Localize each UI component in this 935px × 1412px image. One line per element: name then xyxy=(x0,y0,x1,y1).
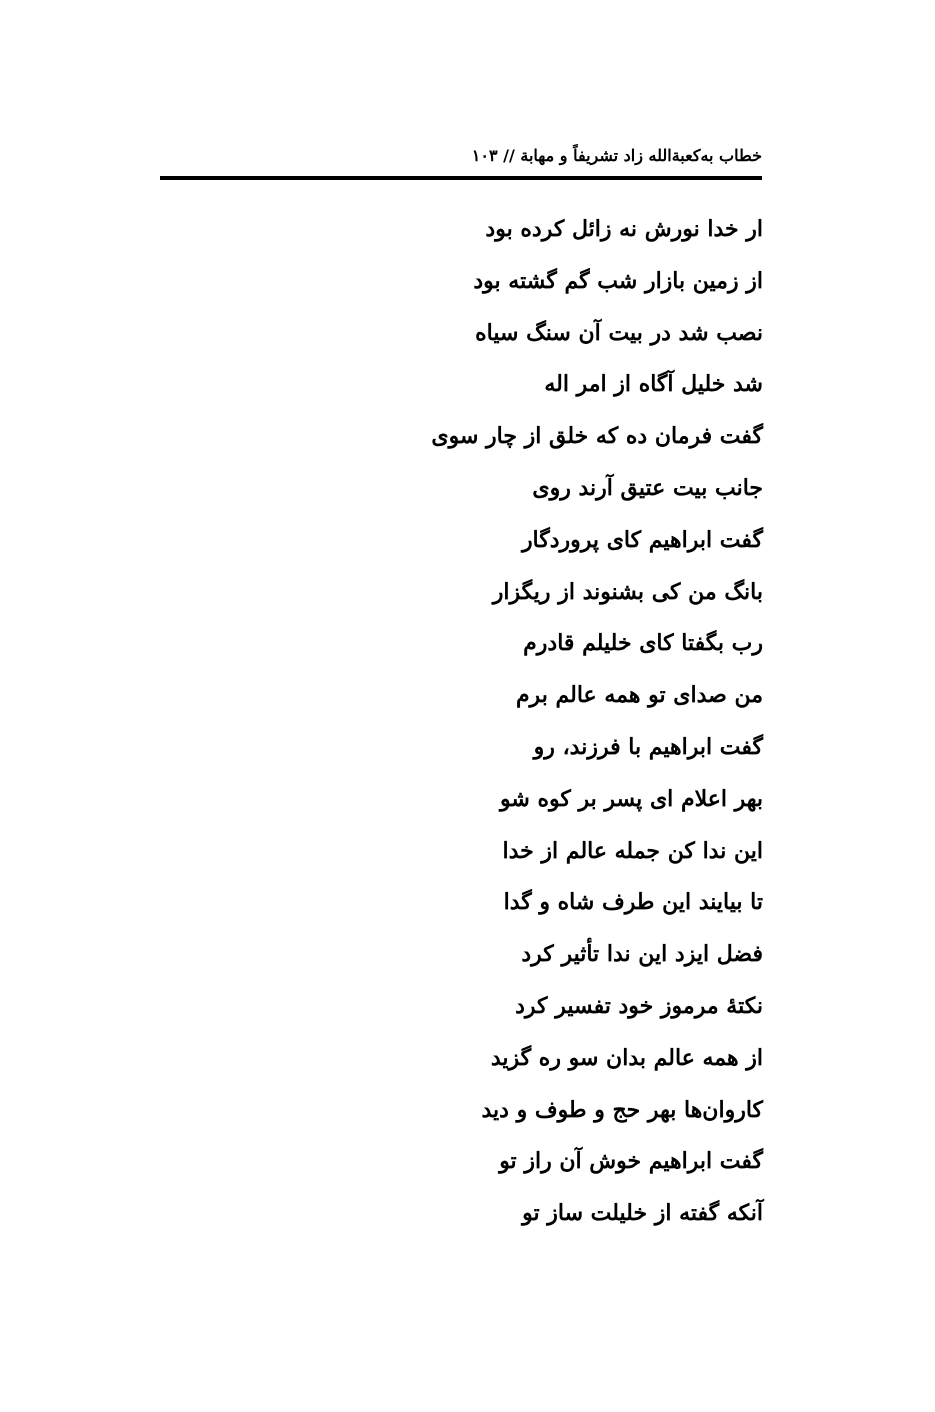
verse-line: گفت ابراهیم خوش آن راز تو xyxy=(499,1148,763,1175)
verse-line: این ندا کن جمله عالم از خدا xyxy=(502,837,763,864)
verse-line: بهر اعلام ای پسر بر کوه شو xyxy=(500,785,763,812)
verse-line: نصب شد در بیت آن سنگ سیاه xyxy=(475,319,763,346)
verse-line: آنکه گفته از خلیلت ساز تو xyxy=(522,1200,763,1227)
verse-line: نکتهٔ مرموز خود تفسیر کرد xyxy=(515,992,763,1019)
verse-line: فضل ایزد این ندا تأثیر کرد xyxy=(521,941,763,968)
page-header xyxy=(160,140,762,176)
header-divider xyxy=(160,176,762,180)
verse-line: ار خدا نورش نه زائل کرده بود xyxy=(485,216,763,242)
verse-line: رب بگفتا کای خلیلم قادرم xyxy=(523,630,763,657)
verse-line: گفت فرمان ده که خلق از چار سوی xyxy=(431,423,763,450)
verse-line: از همه عالم بدان سو ره گزید xyxy=(490,1044,763,1071)
verse-line: کاروان‌ها بهر حج و طوف و دید xyxy=(481,1096,763,1123)
verse-line: جانب بیت عتیق آرند روی xyxy=(532,474,763,501)
verse-line: از زمین بازار شب گم گشته بود xyxy=(473,267,763,294)
poem-body xyxy=(343,204,763,1240)
verse-line: بانگ من کی بشنوند از ریگزار xyxy=(492,578,763,605)
running-head: خطاب به‌کعبة‌الله زاد تشریفاً و مهابة // ۱۰۳ xyxy=(471,146,762,165)
verse-line: گفت ابراهیم کای پروردگار xyxy=(521,526,763,553)
verse-line: گفت ابراهیم با فرزند، رو xyxy=(533,733,763,760)
verse-line: من صدای تو همه عالم برم xyxy=(515,682,763,709)
verse-line: شد خلیل آگاه از امر اله xyxy=(544,371,763,398)
verse-line: تا بیایند این طرف شاه و گدا xyxy=(503,889,763,916)
